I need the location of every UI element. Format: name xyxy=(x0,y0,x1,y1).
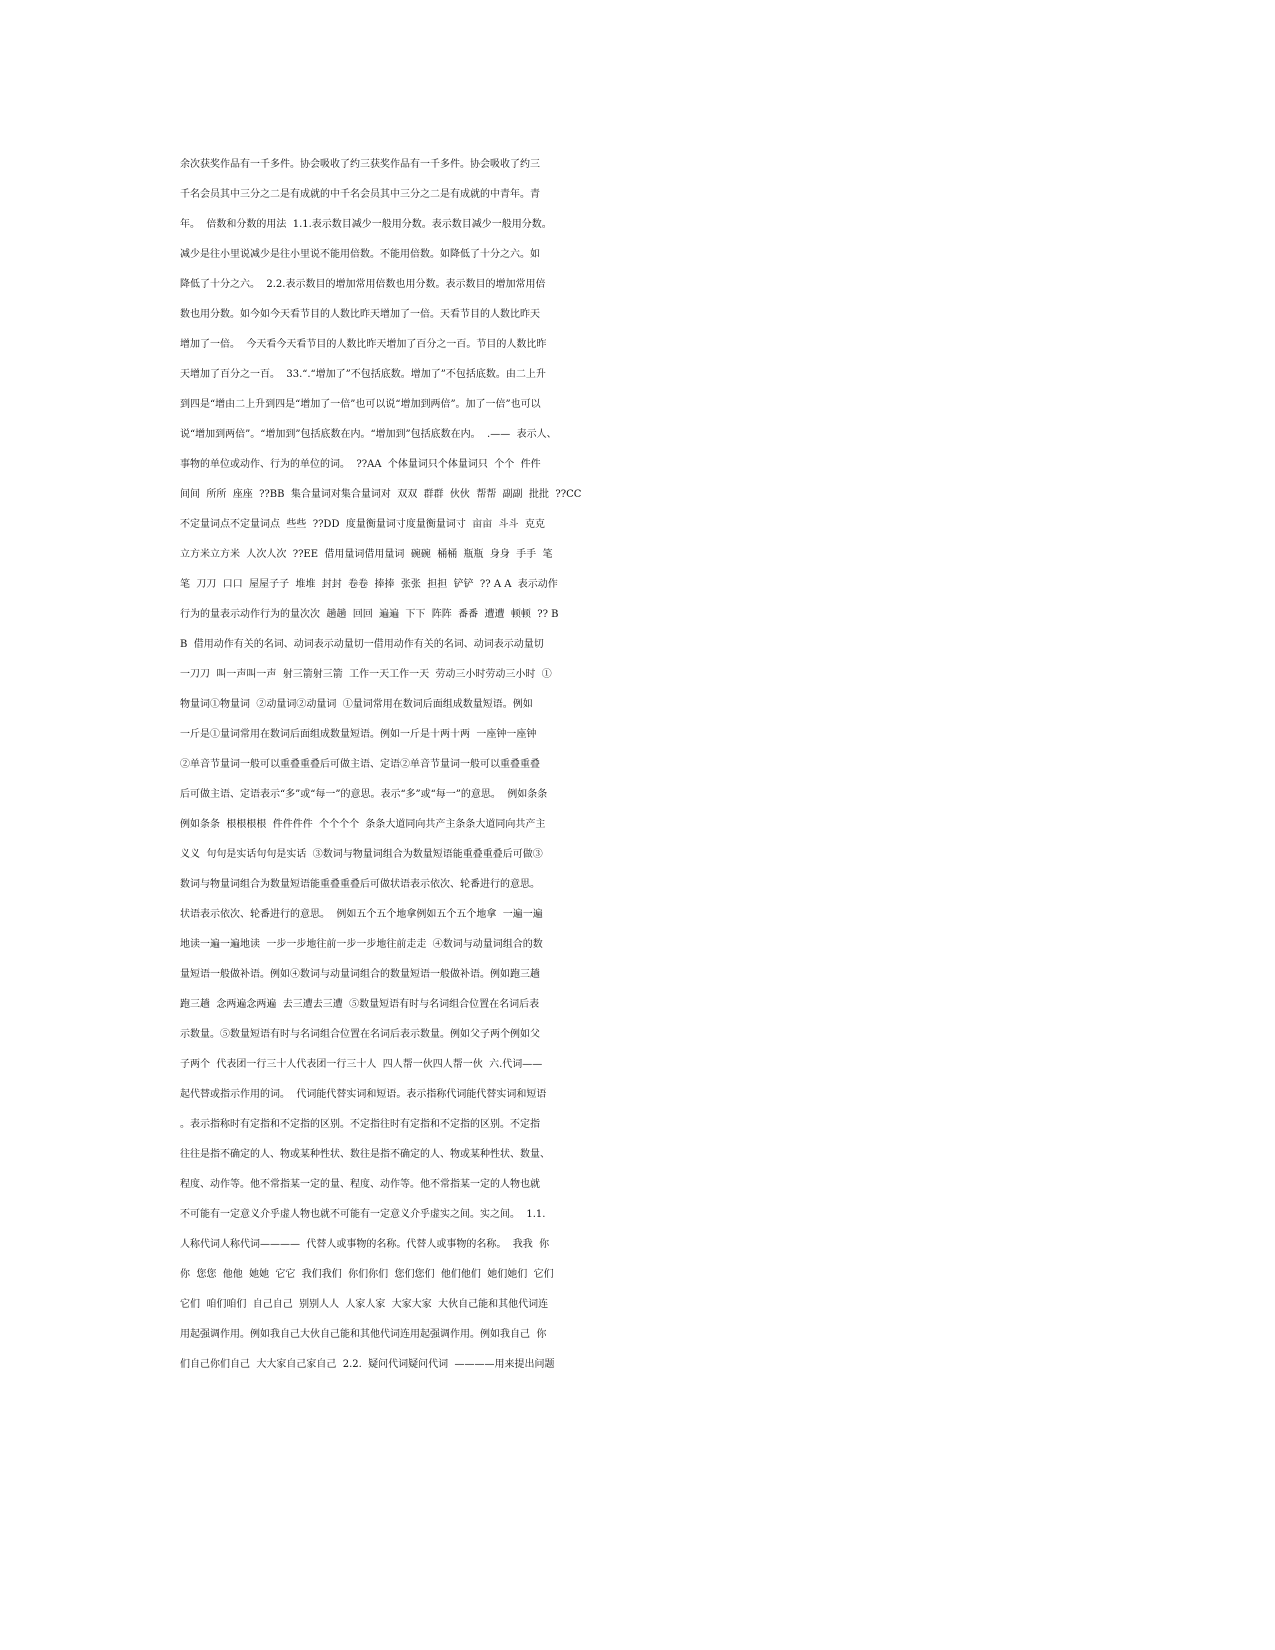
text-line: 立方米立方米 人次人次 ??EE 借用量词借用量词 碗碗 桶桶 瓶瓶 身身 手手 笔 xyxy=(180,549,553,560)
text-line: 到四是“增由二上升到四是“增加了一倍”也可以说“增加到两倍”。加了一倍”也可以 xyxy=(180,399,541,410)
text-line: 人称代词人称代词———— 代替人或事物的名称。代替人或事物的名称。 我我 你 xyxy=(180,1239,550,1250)
text-line: 说“增加到两倍”。“增加到”包括底数在内。“增加到”包括底数在内。 .—— 表示人、 xyxy=(180,429,557,440)
text-line: 往往是指不确定的人、物或某种性状、数往是指不确定的人、物或某种性状、数量、 xyxy=(180,1149,550,1160)
text-line: 它们 咱们咱们 自己自己 别别人人 人家人家 大家大家 大伙自己能和其他代词连 xyxy=(180,1299,549,1310)
text-line: 天增加了百分之一百。 33.“.“增加了”不包括底数。增加了”不包括底数。由二上升 xyxy=(180,369,546,380)
text-line: 一斤是①量词常用在数词后面组成数量短语。例如一斤是十两十两 一座钟一座钟 xyxy=(180,729,537,740)
text-line: 年。 倍数和分数的用法 1.1.表示数目减少一般用分数。表示数目减少一般用分数。 xyxy=(180,219,552,230)
text-line: 千名会员其中三分之二是有成就的中千名会员其中三分之二是有成就的中青年。青 xyxy=(180,189,540,200)
text-line: 后可做主语、定语表示“多”或“每一”的意思。表示“多”或“每一”的意思。 例如条条 xyxy=(180,789,548,800)
text-line: 状语表示依次、轮番进行的意思。 例如五个五个地拿例如五个五个地拿 一遍一遍 xyxy=(180,909,543,920)
text-line: 义义 句句是实话句句是实话 ③数词与物量词组合为数量短语能重叠重叠后可做③ xyxy=(180,849,543,860)
text-line: 行为的量表示动作行为的量次次 趟趟 回回 遍遍 下下 阵阵 番番 遭遭 顿顿 ?? B xyxy=(180,609,559,620)
text-line: 们自己你们自己 大大家自己家自己 2.2. 疑问代词疑问代词 ————用来提出问题 xyxy=(180,1359,555,1370)
text-line: 事物的单位或动作、行为的单位的词。 ??AA 个体量词只个体量词只 个个 件件 xyxy=(180,459,541,470)
text-line: 笔 刀刀 口口 屋屋子子 堆堆 封封 卷卷 捧捧 张张 担担 铲铲 ?? A A 表示动作 xyxy=(180,579,558,590)
text-line: B 借用动作有关的名词、动词表示动量切一借用动作有关的名词、动词表示动量切 xyxy=(180,639,544,650)
text-line: 跑三趟 念两遍念两遍 去三遭去三遭 ⑤数量短语有时与名词组合位置在名词后表 xyxy=(180,999,540,1010)
text-line: 不可能有一定意义介乎虚人物也就不可能有一定意义介乎虚实之间。实之间。 1.1. xyxy=(180,1209,546,1220)
text-line: 示数量。⑤数量短语有时与名词组合位置在名词后表示数量。例如父子两个例如父 xyxy=(180,1029,540,1040)
text-line: 程度、动作等。他不常指某一定的量、程度、动作等。他不常指某一定的人物也就 xyxy=(180,1179,540,1190)
text-line: 降低了十分之六。 2.2.表示数目的增加常用倍数也用分数。表示数目的增加常用倍 xyxy=(180,279,546,290)
text-line: 数词与物量词组合为数量短语能重叠重叠后可做状语表示依次、轮番进行的意思。 xyxy=(180,879,540,890)
text-line: ②单音节量词一般可以重叠重叠后可做主语、定语②单音节量词一般可以重叠重叠 xyxy=(180,759,540,770)
text-line: 。表示指称时有定指和不定指的区别。不定指往时有定指和不定指的区别。不定指 xyxy=(180,1119,540,1130)
text-line: 物量词①物量词 ②动量词②动量词 ①量词常用在数词后面组成数量短语。例如 xyxy=(180,699,533,710)
text-line: 一刀刀 叫一声叫一声 射三箭射三箭 工作一天工作一天 劳动三小时劳动三小时 ① xyxy=(180,669,552,680)
text-line: 起代替或指示作用的词。 代词能代替实词和短语。表示指称代词能代替实词和短语 xyxy=(180,1089,547,1100)
text-line: 减少是往小里说减少是往小里说不能用倍数。不能用倍数。如降低了十分之六。如 xyxy=(180,249,540,260)
text-line: 子两个 代表团一行三十人代表团一行三十人 四人帮一伙四人帮一伙 六.代词—— xyxy=(180,1059,543,1070)
text-line: 增加了一倍。 今天看今天看节目的人数比昨天增加了百分之一百。节目的人数比昨 xyxy=(180,339,547,350)
text-line: 量短语一般做补语。例如④数词与动量词组合的数量短语一般做补语。例如跑三趟 xyxy=(180,969,540,980)
text-line: 余次获奖作品有一千多件。协会吸收了约三获奖作品有一千多件。协会吸收了约三 xyxy=(180,159,540,170)
text-line: 间间 所所 座座 ??BB 集合量词对集合量词对 双双 群群 伙伙 帮帮 副副 批批 ??CC xyxy=(180,489,582,500)
text-line: 不定量词点不定量词点 些些 ??DD 度量衡量词寸度量衡量词寸 亩亩 斗斗 克克 xyxy=(180,519,545,530)
text-line: 地读一遍一遍地读 一步一步地往前一步一步地往前走走 ④数词与动量词组合的数 xyxy=(180,939,543,950)
body-text xyxy=(180,150,1080,1380)
text-line: 你 您您 他他 她她 它它 我们我们 你们你们 您们您们 他们他们 她们她们 它们 xyxy=(180,1269,554,1280)
text-line: 例如条条 根根根根 件件件件 个个个个 条条大道同向共产主条条大道同向共产主 xyxy=(180,819,546,830)
text-line: 数也用分数。如今如今天看节目的人数比昨天增加了一倍。天看节目的人数比昨天 xyxy=(180,309,540,320)
text-line: 用起强调作用。例如我自己大伙自己能和其他代词连用起强调作用。例如我自己 你 xyxy=(180,1329,547,1340)
